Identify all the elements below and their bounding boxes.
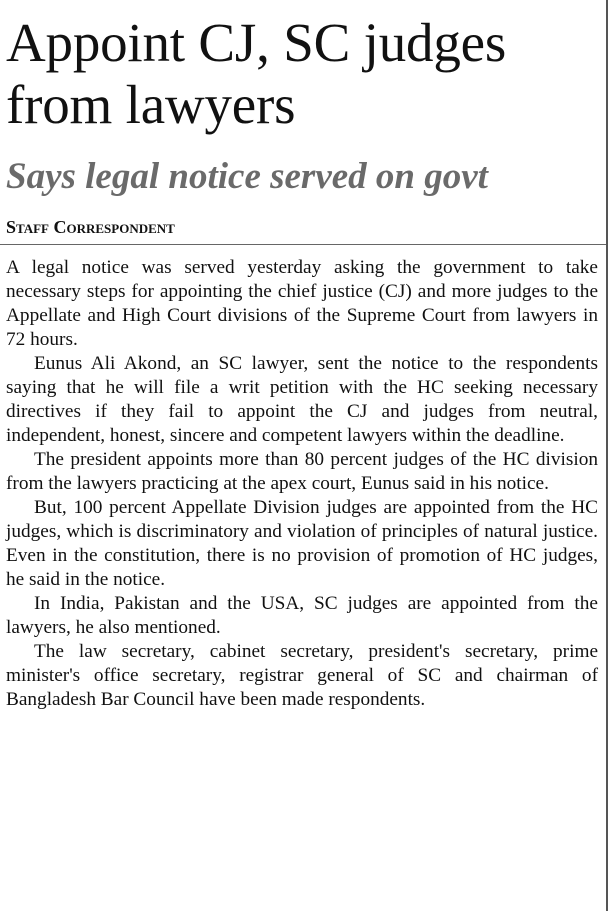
body-paragraph-4: But, 100 percent Appellate Division judges are appointed from the HC judges, which is discriminatory and violation of principles of natural justice. Even in the constitution, there is no provision of promotion of HC judges, he said in the notice. [6,497,598,590]
body-paragraph-6: The law secretary, cabinet secretary, president's secretary, prime minister's office secretary, registrar general of SC and chairman of Bangladesh Bar Council have been made respondents. [6,641,598,710]
byline: Staff Correspondent [6,217,175,237]
column-rule [606,0,608,911]
headline: Appoint CJ, SC judges from lawyers [6,12,507,135]
subheadline: Says legal notice served on govt [6,156,488,197]
article-body [6,256,598,712]
body-paragraph-1: A legal notice was served yesterday asking the government to take necessary steps for appointing the chief justice (CJ) and more judges to the Appellate and High Court divisions of the Supreme Court from lawyers in 72 hours. [6,257,598,350]
body-paragraph-2: Eunus Ali Akond, an SC lawyer, sent the notice to the respondents saying that he will file a writ petition with the HC seeking necessary directives if they fail to appoint the CJ and judges from neutral, independent, honest, sincere and competent lawyers within the deadline. [6,353,598,446]
body-paragraph-3: The president appoints more than 80 percent judges of the HC division from the lawyers practicing at the apex court, Eunus said in his notice. [6,449,598,494]
body-paragraph-5: In India, Pakistan and the USA, SC judges are appointed from the lawyers, he also mentioned. [6,593,598,638]
byline-divider [0,244,606,245]
